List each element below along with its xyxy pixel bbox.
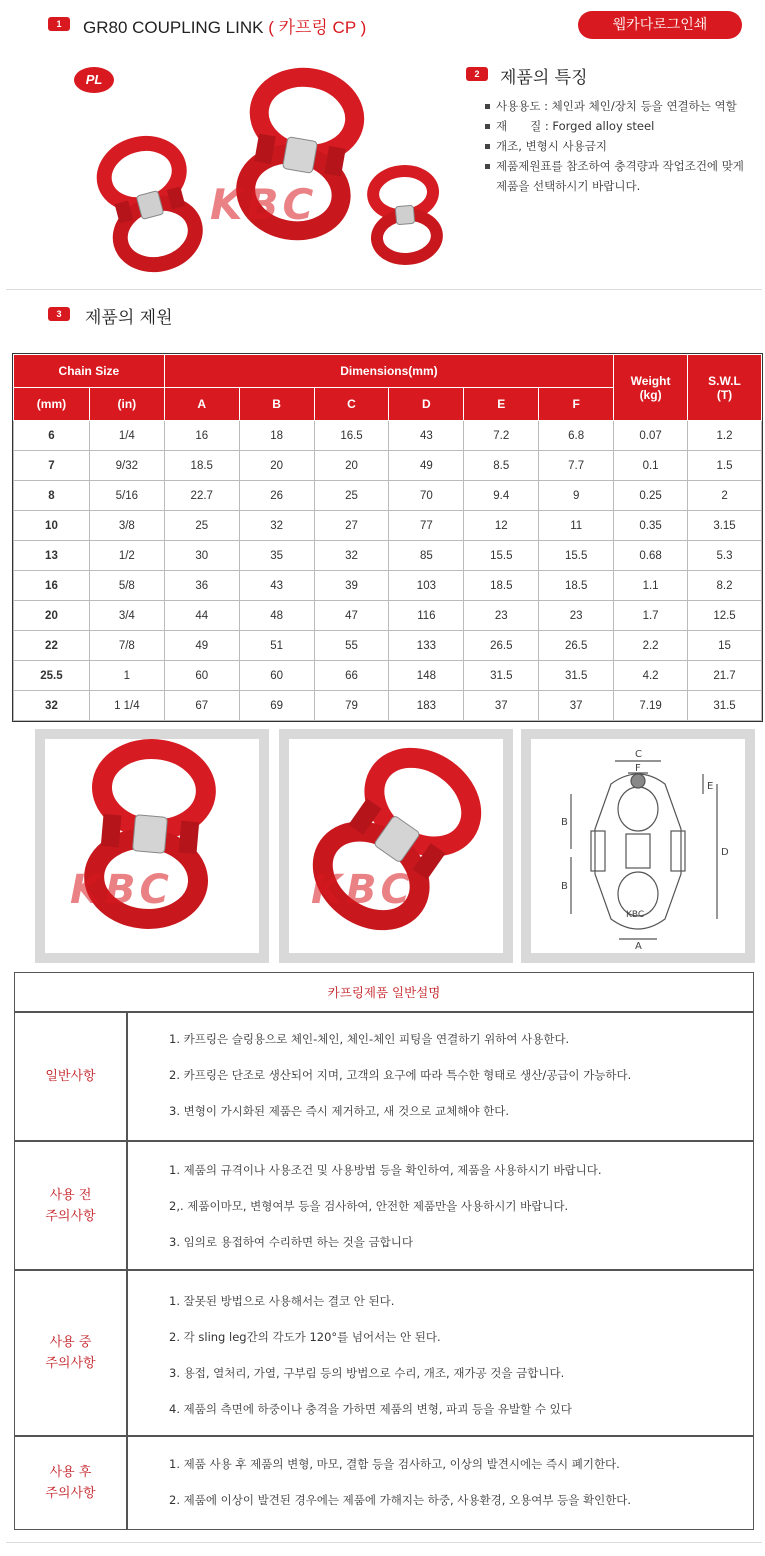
- spec-cell: 37: [539, 691, 614, 721]
- spec-cell: 48: [239, 601, 314, 631]
- spec-cell: 8.5: [464, 451, 539, 481]
- spec-row: [14, 541, 762, 571]
- spec-row: [14, 451, 762, 481]
- spec-cell: 43: [389, 421, 464, 451]
- info-label: 일반사항: [15, 1013, 128, 1140]
- info-row-general: [15, 1013, 753, 1142]
- section-divider: [6, 289, 762, 290]
- spec-cell: 7.19: [614, 691, 688, 721]
- spec-cell: 3.15: [688, 511, 762, 541]
- section-badge-2: 2: [466, 67, 488, 81]
- col-weight: [614, 355, 688, 421]
- dimension-diagram-drawing: [531, 739, 745, 953]
- info-body: [128, 1142, 753, 1269]
- info-item: 3. 변형이 가시화된 제품은 즉시 제거하고, 새 것으로 교체해야 한다.: [169, 1104, 510, 1118]
- spec-cell: 47: [314, 601, 389, 631]
- spec-cell: 51: [239, 631, 314, 661]
- info-label: 사용 중 주의사항: [15, 1271, 128, 1435]
- spec-cell: 15.5: [464, 541, 539, 571]
- dim-label-e: E: [707, 781, 714, 792]
- col-e: E: [464, 388, 539, 421]
- photo-frame-angle: [279, 729, 513, 963]
- spec-cell: 79: [314, 691, 389, 721]
- spec-cell: 1.2: [688, 421, 762, 451]
- info-item: 2. 제품에 이상이 발견된 경우에는 제품에 가해지는 하중, 사용환경, 오용여부 등을 확인한다.: [169, 1493, 632, 1507]
- spec-cell: 26.5: [539, 631, 614, 661]
- weight-unit: (kg): [639, 387, 662, 402]
- col-b: B: [239, 388, 314, 421]
- spec-cell: 1.5: [688, 451, 762, 481]
- info-row-during-use: [15, 1271, 753, 1437]
- spec-cell: 5/16: [89, 481, 164, 511]
- spec-cell: 60: [239, 661, 314, 691]
- spec-cell: 20: [314, 451, 389, 481]
- spec-cell: 20: [239, 451, 314, 481]
- info-item: 3. 임의로 용접하여 수리하면 하는 것을 금합니다: [169, 1235, 413, 1249]
- spec-row: [14, 421, 762, 451]
- info-item: 2,. 제품이마모, 변형여부 등을 검사하여, 안전한 제품만을 사용하시기 바랍니다.: [169, 1199, 569, 1213]
- feature-item-continued: [484, 176, 764, 196]
- spec-cell: 32: [314, 541, 389, 571]
- spec-row: [14, 601, 762, 631]
- coupling-angle-illustration: [289, 739, 503, 953]
- col-swl: [688, 355, 762, 421]
- spec-cell: 16: [164, 421, 239, 451]
- spec-cell: 85: [389, 541, 464, 571]
- spec-cell: 18.5: [464, 571, 539, 601]
- spec-cell: 18: [239, 421, 314, 451]
- spec-cell: 6: [14, 421, 90, 451]
- spec-cell: 8: [14, 481, 90, 511]
- general-info-table: [14, 972, 754, 1530]
- info-body: [128, 1013, 753, 1140]
- spec-cell: 3/4: [89, 601, 164, 631]
- spec-cell: 0.1: [614, 451, 688, 481]
- info-row-after-use: [15, 1437, 753, 1529]
- col-d: D: [389, 388, 464, 421]
- feature-item-continued-text: 제품을 선택하시기 바랍니다.: [496, 179, 641, 193]
- kbc-watermark: KBC: [70, 867, 173, 913]
- spec-cell: 148: [389, 661, 464, 691]
- swl-unit: (T): [716, 387, 733, 402]
- info-item: 4. 제품의 측면에 하중이나 충격을 가하면 제품의 변형, 파괴 등을 유발할 수 있다: [169, 1402, 572, 1416]
- web-catalog-print-button[interactable]: 웹카다로그인쇄: [578, 11, 742, 39]
- spec-table-body: [14, 421, 762, 721]
- kbc-watermark: KBC: [311, 867, 414, 913]
- spec-cell: 1.1: [614, 571, 688, 601]
- spec-table: [13, 354, 762, 721]
- spec-cell: 0.07: [614, 421, 688, 451]
- spec-cell: 7.2: [464, 421, 539, 451]
- spec-cell: 18.5: [539, 571, 614, 601]
- spec-cell: 70: [389, 481, 464, 511]
- spec-cell: 32: [14, 691, 90, 721]
- info-label: 사용 후 주의사항: [15, 1437, 128, 1529]
- spec-row: [14, 631, 762, 661]
- spec-cell: 0.25: [614, 481, 688, 511]
- spec-cell: 3/8: [89, 511, 164, 541]
- spec-cell: 18.5: [164, 451, 239, 481]
- col-chain-size: Chain Size: [14, 355, 165, 388]
- spec-cell: 183: [389, 691, 464, 721]
- feature-item: 개조, 변형시 사용금지: [484, 136, 764, 156]
- spec-cell: 16: [14, 571, 90, 601]
- info-item: 3. 용접, 열처리, 가열, 구부림 등의 방법으로 수리, 개조, 재가공 것을 금합니다.: [169, 1366, 565, 1380]
- spec-cell: 0.35: [614, 511, 688, 541]
- coupling-front-illustration: [45, 739, 259, 953]
- spec-cell: 16.5: [314, 421, 389, 451]
- spec-cell: 49: [164, 631, 239, 661]
- spec-cell: 9.4: [464, 481, 539, 511]
- col-dimensions: Dimensions(mm): [164, 355, 613, 388]
- spec-cell: 37: [464, 691, 539, 721]
- spec-cell: 1/2: [89, 541, 164, 571]
- spec-cell: 5/8: [89, 571, 164, 601]
- spec-row: [14, 661, 762, 691]
- spec-cell: 9: [539, 481, 614, 511]
- feature-item: 제품제원표를 참조하여 충격량과 작업조건에 맞게: [484, 156, 764, 176]
- spec-cell: 11: [539, 511, 614, 541]
- spec-cell: 69: [239, 691, 314, 721]
- spec-cell: 0.68: [614, 541, 688, 571]
- spec-cell: 15.5: [539, 541, 614, 571]
- section-badge-3: 3: [48, 307, 70, 321]
- product-hero-image: [60, 55, 460, 275]
- col-c: C: [314, 388, 389, 421]
- spec-cell: 103: [389, 571, 464, 601]
- feature-item: 재 질 : Forged alloy steel: [484, 116, 764, 136]
- spec-cell: 35: [239, 541, 314, 571]
- spec-cell: 36: [164, 571, 239, 601]
- spec-cell: 32: [239, 511, 314, 541]
- info-item: 2. 각 sling leg간의 각도가 120°를 넘어서는 안 된다.: [169, 1330, 441, 1344]
- spec-cell: 2.2: [614, 631, 688, 661]
- spec-cell: 2: [688, 481, 762, 511]
- spec-row: [14, 481, 762, 511]
- spec-cell: 5.3: [688, 541, 762, 571]
- spec-cell: 21.7: [688, 661, 762, 691]
- dim-label-a: A: [635, 941, 642, 952]
- features-list: [484, 96, 764, 196]
- col-a: A: [164, 388, 239, 421]
- dim-label-b-upper: B: [561, 817, 568, 828]
- info-item: 1. 잘못된 방법으로 사용해서는 결코 안 된다.: [169, 1294, 395, 1308]
- col-mm: (mm): [14, 388, 90, 421]
- photo-front: [45, 739, 259, 953]
- spec-cell: 66: [314, 661, 389, 691]
- spec-cell: 26.5: [464, 631, 539, 661]
- spec-cell: 133: [389, 631, 464, 661]
- feature-item: 사용용도 : 체인과 체인/장치 등을 연결하는 역할: [484, 96, 764, 116]
- spec-cell: 1: [89, 661, 164, 691]
- spec-cell: 60: [164, 661, 239, 691]
- spec-cell: 67: [164, 691, 239, 721]
- dim-label-b-lower: B: [561, 881, 568, 892]
- info-item: 1. 카프링은 슬링용으로 체인-체인, 체인-체인 피팅을 연결하기 위하여 사용한다.: [169, 1032, 570, 1046]
- spec-cell: 27: [314, 511, 389, 541]
- spec-cell: 23: [464, 601, 539, 631]
- dim-label-c: C: [635, 749, 642, 760]
- info-row-before-use: [15, 1142, 753, 1271]
- photo-angle: [289, 739, 503, 953]
- spec-cell: 31.5: [464, 661, 539, 691]
- spec-cell: 12: [464, 511, 539, 541]
- spec-row: [14, 511, 762, 541]
- page-title: [83, 13, 366, 38]
- diagram-frame: [521, 729, 755, 963]
- section-badge-1: 1: [48, 17, 70, 31]
- spec-cell: 26: [239, 481, 314, 511]
- info-item: 1. 제품의 규격이나 사용조건 및 사용방법 등을 확인하여, 제품을 사용하시기 바랍니다.: [169, 1163, 602, 1177]
- spec-cell: 22.7: [164, 481, 239, 511]
- dimension-diagram: [531, 739, 745, 953]
- col-in: (in): [89, 388, 164, 421]
- specs-title: 제품의 제원: [85, 308, 173, 328]
- info-body: [128, 1437, 753, 1529]
- spec-cell: 43: [239, 571, 314, 601]
- spec-cell: 55: [314, 631, 389, 661]
- diagram-stamp: KBC: [626, 910, 645, 920]
- info-body: [128, 1271, 753, 1435]
- spec-cell: 77: [389, 511, 464, 541]
- spec-cell: 30: [164, 541, 239, 571]
- spec-cell: 20: [14, 601, 90, 631]
- pl-logo: PL: [74, 67, 114, 93]
- spec-cell: 10: [14, 511, 90, 541]
- spec-cell: 31.5: [539, 661, 614, 691]
- info-item: 2. 카프링은 단조로 생산되어 지며, 고객의 요구에 따라 특수한 형태로 생산/공급이 가능하다.: [169, 1068, 632, 1082]
- weight-label: Weight: [630, 373, 671, 388]
- dim-label-f: F: [635, 763, 641, 774]
- spec-cell: 8.2: [688, 571, 762, 601]
- coupling-links-illustration: [60, 55, 460, 275]
- spec-cell: 4.2: [614, 661, 688, 691]
- spec-cell: 1.7: [614, 601, 688, 631]
- spec-cell: 25: [164, 511, 239, 541]
- page-title-sub: ( 카프링 CP ): [268, 18, 367, 37]
- spec-cell: 1 1/4: [89, 691, 164, 721]
- spec-cell: 9/32: [89, 451, 164, 481]
- info-label: 사용 전 주의사항: [15, 1142, 128, 1269]
- dim-label-d: D: [721, 847, 729, 858]
- spec-cell: 12.5: [688, 601, 762, 631]
- photo-frame-front: [35, 729, 269, 963]
- features-title: 제품의 특징: [500, 68, 588, 88]
- swl-label: S.W.L: [708, 373, 741, 388]
- spec-cell: 6.8: [539, 421, 614, 451]
- spec-cell: 49: [389, 451, 464, 481]
- spec-cell: 116: [389, 601, 464, 631]
- page-title-main: GR80 COUPLING LINK: [83, 18, 264, 37]
- spec-cell: 22: [14, 631, 90, 661]
- spec-cell: 15: [688, 631, 762, 661]
- kbc-watermark: KBC: [210, 180, 318, 229]
- spec-row: [14, 571, 762, 601]
- info-item: 1. 제품 사용 후 제품의 변형, 마모, 결함 등을 검사하고, 이상의 발견시에는 즉시 폐기한다.: [169, 1457, 620, 1471]
- spec-cell: 39: [314, 571, 389, 601]
- spec-cell: 1/4: [89, 421, 164, 451]
- spec-cell: 7: [14, 451, 90, 481]
- spec-cell: 7.7: [539, 451, 614, 481]
- spec-cell: 7/8: [89, 631, 164, 661]
- spec-cell: 44: [164, 601, 239, 631]
- info-title: 카프링제품 일반설명: [15, 973, 753, 1013]
- spec-cell: 25.5: [14, 661, 90, 691]
- spec-cell: 23: [539, 601, 614, 631]
- spec-row: [14, 691, 762, 721]
- bottom-divider: [6, 1542, 762, 1543]
- spec-cell: 13: [14, 541, 90, 571]
- spec-cell: 31.5: [688, 691, 762, 721]
- spec-cell: 25: [314, 481, 389, 511]
- col-f: F: [539, 388, 614, 421]
